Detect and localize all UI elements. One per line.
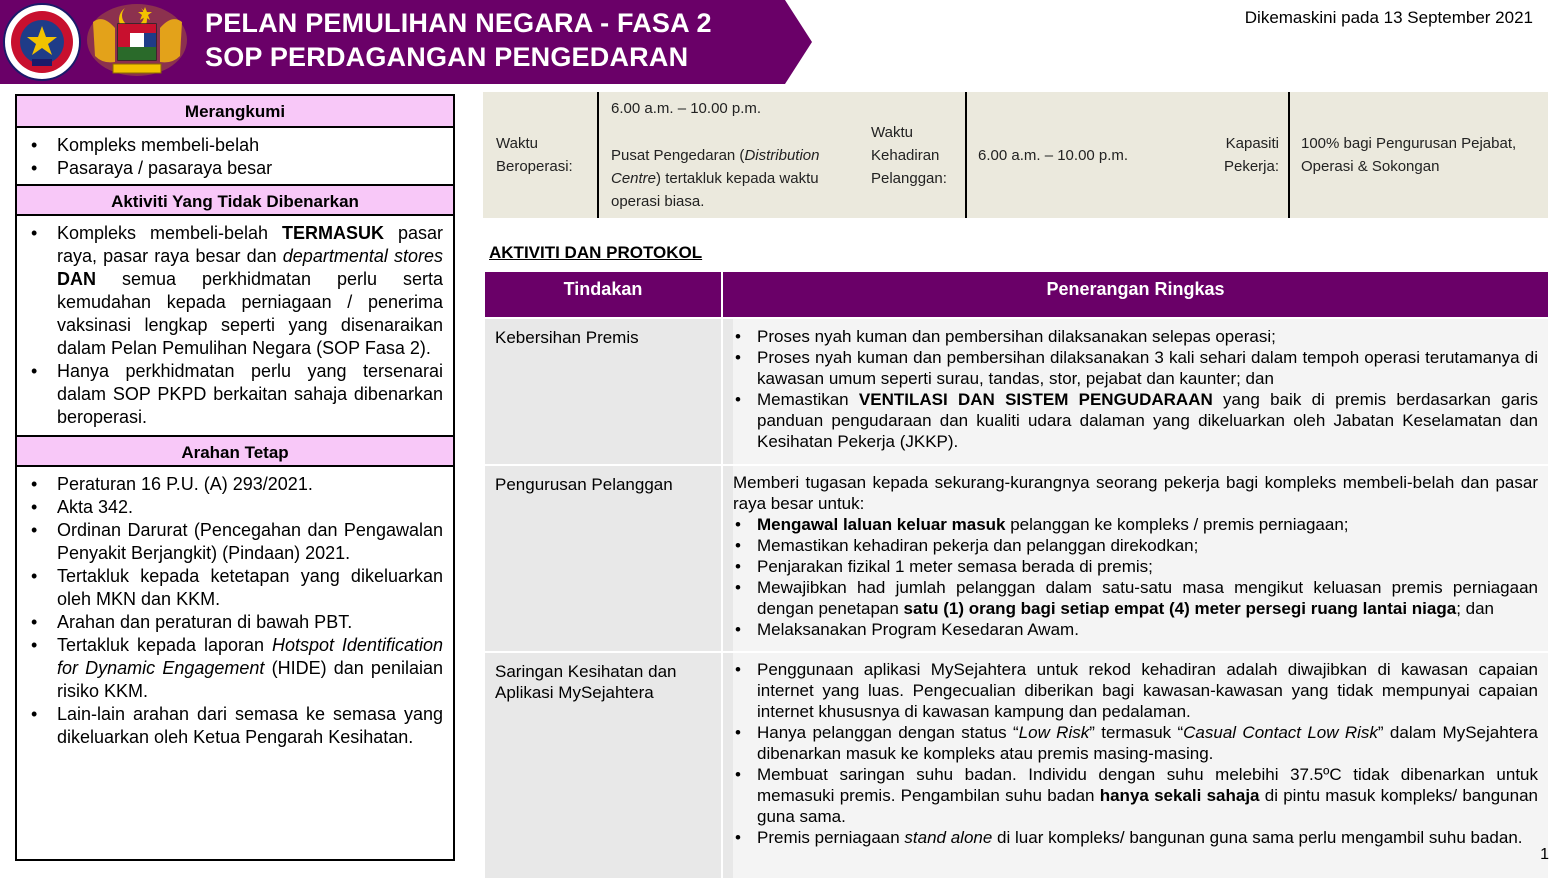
list-item: • Tertakluk kepada laporan Hotspot Identification for Dynamic Engagement (HIDE) dan penilaian risiko KKM. (31, 635, 443, 701)
list-item: • Hanya perkhidmatan perlu yang tersenarai dalam SOP PKPD berkaitan sahaja dibenarkan beroperasi. (31, 361, 443, 427)
list-item: • Mengawal laluan keluar masuk pelanggan ke kompleks / premis perniagaan; (735, 515, 1349, 534)
list-item: • Akta 342. (31, 497, 134, 517)
malaysia-coat-of-arms-logo (85, 2, 190, 87)
table-row (485, 653, 1548, 878)
activities-heading: AKTIVITI DAN PROTOKOL (489, 243, 703, 262)
summary-list (17, 128, 453, 184)
standing-orders-list (17, 467, 453, 755)
left-panel (15, 94, 455, 861)
list-item: • Pasaraya / pasaraya besar (31, 158, 273, 178)
customer-hours-value: 6.00 a.m. – 10.00 p.m. (978, 147, 1129, 164)
operating-hours-note: Pusat Pengedaran (Distribution Centre) tertakluk kepada waktu operasi biasa. (611, 147, 820, 210)
standing-orders-heading: Arahan Tetap (17, 435, 453, 467)
list-item: • Hanya pelanggan dengan status “Low Risk” termasuk “Casual Contact Low Risk” dalam MySejahtera dibenarkan masuk ke kompleks atau premis masing-masing. (735, 723, 1538, 763)
list-item: • Premis perniagaan stand alone di luar kompleks/ bangunan guna sama perlu mengambil suhu badan. (735, 828, 1523, 847)
list-item: • Proses nyah kuman dan pembersihan dilaksanakan 3 kali sehari dalam tempoh operasi terutamanya di kawasan umum seperti surau, tandas, stor, pejabat dan kaunter; dan (735, 348, 1538, 388)
list-item: • Penjarakan fizikal 1 meter semasa berada di premis; (735, 557, 1153, 576)
forbidden-list (17, 216, 453, 435)
summary-heading: Merangkumi (17, 96, 453, 128)
row-description (733, 653, 1548, 878)
operating-info-strip (483, 92, 1548, 218)
list-item: • Tertakluk kepada ketetapan yang dikeluarkan oleh MKN dan KKM. (31, 566, 443, 609)
list-item: • Mewajibkan had jumlah pelanggan dalam satu-satu masa mengikut keluasan premis perniagaan dengan penetapan satu (1) orang bagi setiap empat (4) meter persegi ruang lantai niaga; dan (735, 578, 1538, 618)
page-title-line2: SOP PERDAGANGAN PENGEDARAN (205, 42, 689, 72)
list-item: • Ordinan Darurat (Pencegahan dan Pengawalan Penyakit Berjangkit) (Pindaan) 2021. (31, 520, 443, 563)
customer-hours-label: Waktu Kehadiran Pelanggan: (871, 124, 947, 187)
forbidden-heading: Aktiviti Yang Tidak Dibenarkan (17, 184, 453, 216)
row-description (733, 466, 1548, 651)
column-header-action: Tindakan (485, 272, 721, 317)
list-item: • Penggunaan aplikasi MySejahtera untuk rekod kehadiran adalah diwajibkan di kawasan capaian internet yang luas. Pengecualian diberikan bagi kawasan-kawasan yang tidak mempunyai capaian internet khususnya di kawasan kampung dan pedalaman. (735, 660, 1538, 721)
list-item: • Memastikan kehadiran pekerja dan pelanggan direkodkan; (735, 536, 1199, 555)
list-item: • Melaksanakan Program Kesedaran Awam. (735, 620, 1079, 639)
row-intro: Memberi tugasan kepada sekurang-kurangnya seorang pekerja bagi kompleks membeli-belah dan pasar raya besar untuk: (733, 473, 1538, 513)
column-header-description: Penerangan Ringkas (723, 272, 1548, 317)
list-item: • Lain-lain arahan dari semasa ke semasa yang dikeluarkan oleh Ketua Pengarah Kesihatan. (31, 704, 443, 747)
list-item: • Proses nyah kuman dan pembersihan dilaksanakan selepas operasi; (735, 327, 1276, 346)
page-number: 1 (1540, 846, 1549, 863)
worker-capacity-label: Kapasiti Pekerja: (1223, 135, 1279, 175)
page-title-line1: PELAN PEMULIHAN NEGARA - FASA 2 (205, 8, 712, 38)
table-row (485, 319, 1548, 464)
worker-capacity-value: 100% bagi Pengurusan Pejabat, Operasi & Sokongan (1301, 135, 1517, 175)
row-action: Kebersihan Premis (495, 328, 639, 347)
list-item: • Kompleks membeli-belah TERMASUK pasar raya, pasar raya besar dan departmental stores DAN semua perkhidmatan perlu serta kemudahan kepada perniagaan / penerima vaksinasi lengkap seperti yang disenaraikan dalam Pelan Pemulihan Negara (SOP Fasa 2). (31, 223, 444, 358)
list-item: • Peraturan 16 P.U. (A) 293/2021. (31, 474, 313, 494)
row-action: Pengurusan Pelanggan (495, 475, 673, 494)
list-item: • Arahan dan peraturan di bawah PBT. (31, 612, 353, 632)
operating-hours-value: 6.00 a.m. – 10.00 p.m. (611, 100, 762, 117)
list-item: • Memastikan VENTILASI DAN SISTEM PENGUDARAAN yang baik di premis berdasarkan garis panduan pengudaraan dan kualiti udara dalaman yang dikeluarkan oleh Jabatan Keselamatan dan Kesihatan Pekerja (JKKP). (735, 390, 1539, 451)
row-action: Saringan Kesihatan dan Aplikasi MySejahtera (495, 662, 677, 702)
updated-date: Dikemaskini pada 13 September 2021 (1244, 8, 1533, 27)
list-item: • Kompleks membeli-belah (31, 135, 260, 155)
row-description (733, 319, 1548, 464)
majlis-keselamatan-negara-logo (2, 2, 82, 87)
list-item: • Membuat saringan suhu badan. Individu dengan suhu melebihi 37.5ºC tidak dibenarkan untuk memasuki premis. Pengambilan suhu badan hanya sekali sahaja di pintu masuk kompleks/ bangunan guna sama. (735, 765, 1538, 826)
operating-hours-label: Waktu Beroperasi: (496, 135, 573, 175)
table-row (485, 466, 1548, 651)
